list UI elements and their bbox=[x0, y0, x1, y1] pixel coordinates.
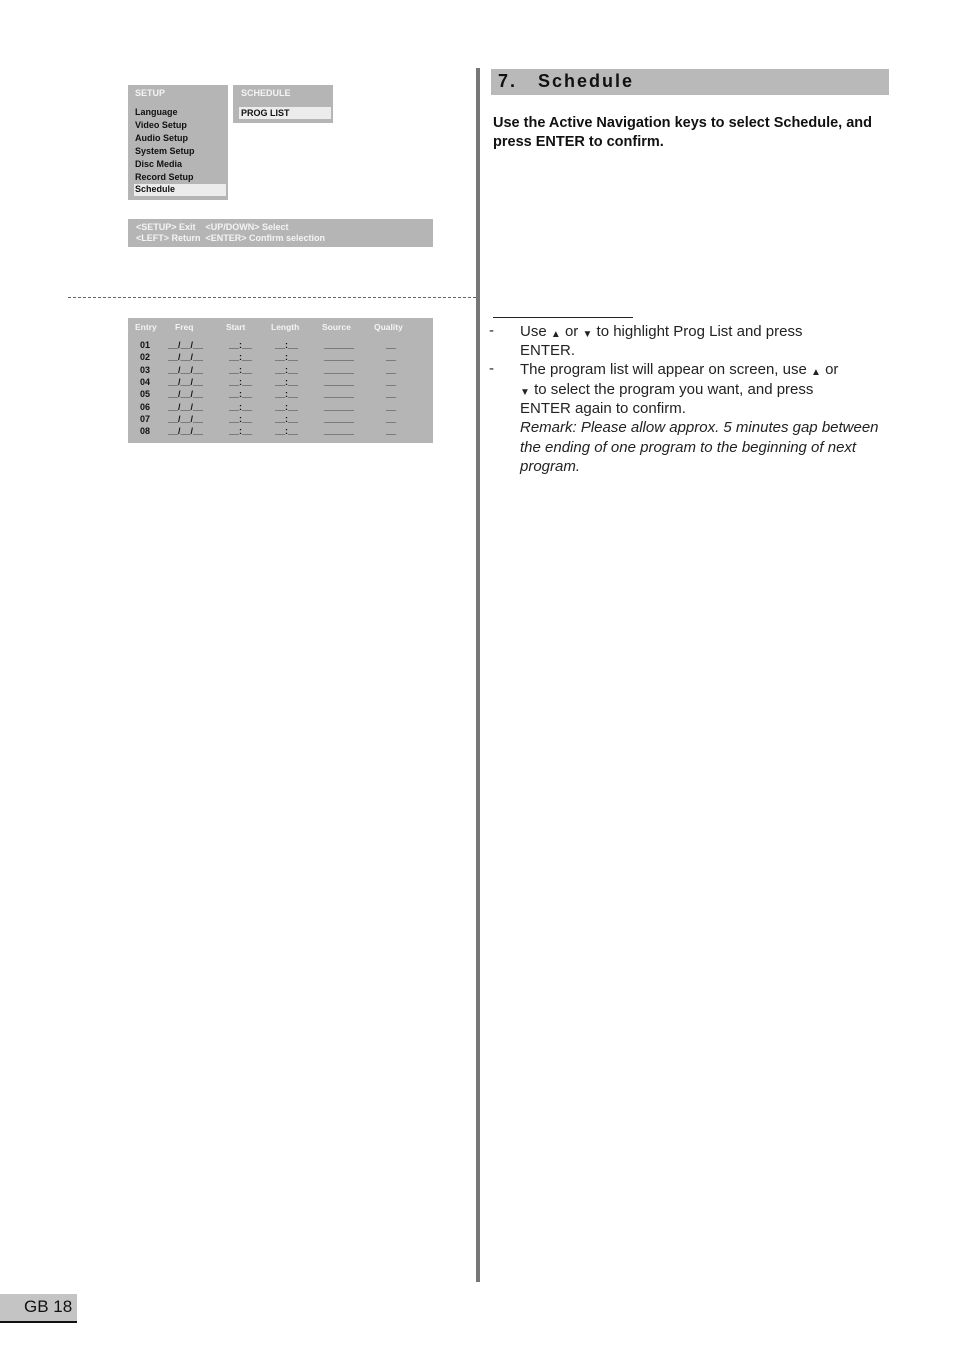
table-cell-quality: __ bbox=[386, 376, 397, 387]
table-cell-length: __:__ bbox=[275, 413, 299, 424]
table-cell-length: __:__ bbox=[275, 376, 299, 387]
table-cell-freq: __/__/__ bbox=[168, 389, 204, 400]
section-header-bar bbox=[491, 69, 889, 95]
table-cell-source: ______ bbox=[324, 340, 355, 350]
table-cell-freq: __/__/__ bbox=[168, 426, 204, 437]
column-divider bbox=[476, 68, 480, 1282]
col-header-source: Source bbox=[322, 322, 351, 332]
table-cell-source: ______ bbox=[324, 376, 355, 387]
step1-use: Use bbox=[520, 323, 547, 340]
table-cell-source: ______ bbox=[324, 364, 355, 375]
step1-dash: - bbox=[489, 322, 494, 339]
table-cell-start: __:__ bbox=[229, 389, 253, 400]
remark-note: Remark: Please allow approx. 5 minutes gap between the ending of one program to the beginning of next program. bbox=[520, 419, 879, 475]
down-arrow-icon: ▼ bbox=[520, 387, 530, 398]
step1-or: or bbox=[564, 323, 579, 340]
table-cell-start: __:__ bbox=[229, 376, 253, 387]
table-cell-quality: __ bbox=[386, 426, 397, 437]
menu-item-disc-media[interactable]: Disc Media bbox=[135, 159, 183, 169]
key-help-bar bbox=[128, 219, 433, 247]
table-cell-entry: 04 bbox=[140, 376, 151, 387]
table-cell-source: ______ bbox=[324, 401, 355, 412]
table-cell-start: __:__ bbox=[229, 401, 253, 412]
table-cell-quality: __ bbox=[386, 413, 397, 424]
step1-line2: ENTER. bbox=[520, 342, 576, 359]
up-arrow-icon: ▲ bbox=[810, 367, 821, 378]
menu-item-system-setup[interactable]: System Setup bbox=[135, 146, 195, 156]
table-cell-length: __:__ bbox=[275, 352, 299, 363]
table-cell-length: __:__ bbox=[275, 364, 299, 375]
schedule-submenu-header: SCHEDULE bbox=[241, 88, 291, 98]
setup-menu bbox=[128, 85, 228, 200]
col-header-entry: Entry bbox=[135, 322, 157, 332]
step2-text: The program list will appear on screen, use bbox=[520, 361, 807, 378]
table-cell-start: __:__ bbox=[229, 413, 253, 424]
col-header-start: Start bbox=[226, 322, 246, 332]
table-cell-source: ______ bbox=[324, 389, 355, 400]
table-cell-freq: __/__/__ bbox=[168, 413, 204, 424]
table-cell-quality: __ bbox=[386, 401, 397, 412]
page-number: GB 18 bbox=[24, 1297, 73, 1316]
table-cell-start: __:__ bbox=[229, 340, 253, 350]
section-title: 7. Schedule bbox=[498, 71, 635, 91]
schedule-submenu bbox=[233, 85, 333, 123]
table-cell-quality: __ bbox=[386, 352, 397, 363]
program-list-table bbox=[128, 318, 433, 443]
table-cell-length: __:__ bbox=[275, 426, 299, 437]
table-cell-start: __:__ bbox=[229, 364, 253, 375]
table-cell-source: ______ bbox=[324, 352, 355, 363]
table-cell-freq: __/__/__ bbox=[168, 364, 204, 375]
table-cell-freq: __/__/__ bbox=[168, 340, 204, 350]
page-badge-underline bbox=[0, 1321, 77, 1323]
step1-rest: to highlight Prog List and press bbox=[596, 323, 803, 340]
table-cell-freq: __/__/__ bbox=[168, 352, 204, 363]
menu-item-prog-list[interactable]: PROG LIST bbox=[241, 108, 290, 118]
table-cell-source: ______ bbox=[324, 426, 355, 437]
help-line-1: <SETUP> Exit <UP/DOWN> Select bbox=[136, 222, 289, 232]
table-cell-entry: 03 bbox=[140, 364, 151, 375]
table-cell-quality: __ bbox=[386, 340, 397, 350]
table-cell-entry: 02 bbox=[140, 352, 151, 363]
menu-item-record-setup[interactable]: Record Setup bbox=[135, 172, 194, 182]
table-cell-length: __:__ bbox=[275, 340, 299, 350]
table-cell-entry: 07 bbox=[140, 413, 151, 424]
menu-item-language[interactable]: Language bbox=[135, 107, 178, 117]
step2-or: or bbox=[825, 361, 839, 378]
table-cell-freq: __/__/__ bbox=[168, 401, 204, 412]
step2-line3: ENTER again to confirm. bbox=[520, 400, 686, 417]
menu-item-schedule[interactable]: Schedule bbox=[135, 184, 176, 194]
table-cell-start: __:__ bbox=[229, 352, 253, 363]
col-header-freq: Freq bbox=[175, 322, 194, 332]
table-cell-quality: __ bbox=[386, 389, 397, 400]
table-cell-quality: __ bbox=[386, 364, 397, 375]
up-arrow-icon: ▲ bbox=[550, 329, 561, 340]
table-cell-entry: 06 bbox=[140, 401, 151, 412]
down-arrow-icon: ▼ bbox=[582, 329, 593, 340]
page-number-badge bbox=[0, 1294, 77, 1321]
table-cell-freq: __/__/__ bbox=[168, 376, 204, 387]
table-cell-entry: 08 bbox=[140, 426, 151, 437]
menu-item-video-setup[interactable]: Video Setup bbox=[135, 120, 187, 130]
short-rule bbox=[493, 317, 633, 318]
table-cell-length: __:__ bbox=[275, 389, 299, 400]
col-header-quality: Quality bbox=[374, 322, 403, 332]
table-cell-entry: 05 bbox=[140, 389, 151, 400]
table-cell-source: ______ bbox=[324, 413, 355, 424]
menu-item-audio-setup[interactable]: Audio Setup bbox=[135, 133, 188, 143]
step2-rest: to select the program you want, and press bbox=[534, 381, 814, 398]
table-cell-start: __:__ bbox=[229, 426, 253, 437]
col-header-length: Length bbox=[271, 322, 300, 332]
intro-text: Use the Active Navigation keys to select Schedule, and press ENTER to confirm. bbox=[493, 115, 873, 150]
table-cell-length: __:__ bbox=[275, 401, 299, 412]
setup-menu-header: SETUP bbox=[135, 88, 166, 98]
step2-dash: - bbox=[489, 360, 494, 377]
table-cell-entry: 01 bbox=[140, 340, 151, 350]
dashed-separator bbox=[68, 297, 476, 298]
help-line-2: <LEFT> Return <ENTER> Confirm selection bbox=[136, 233, 326, 243]
